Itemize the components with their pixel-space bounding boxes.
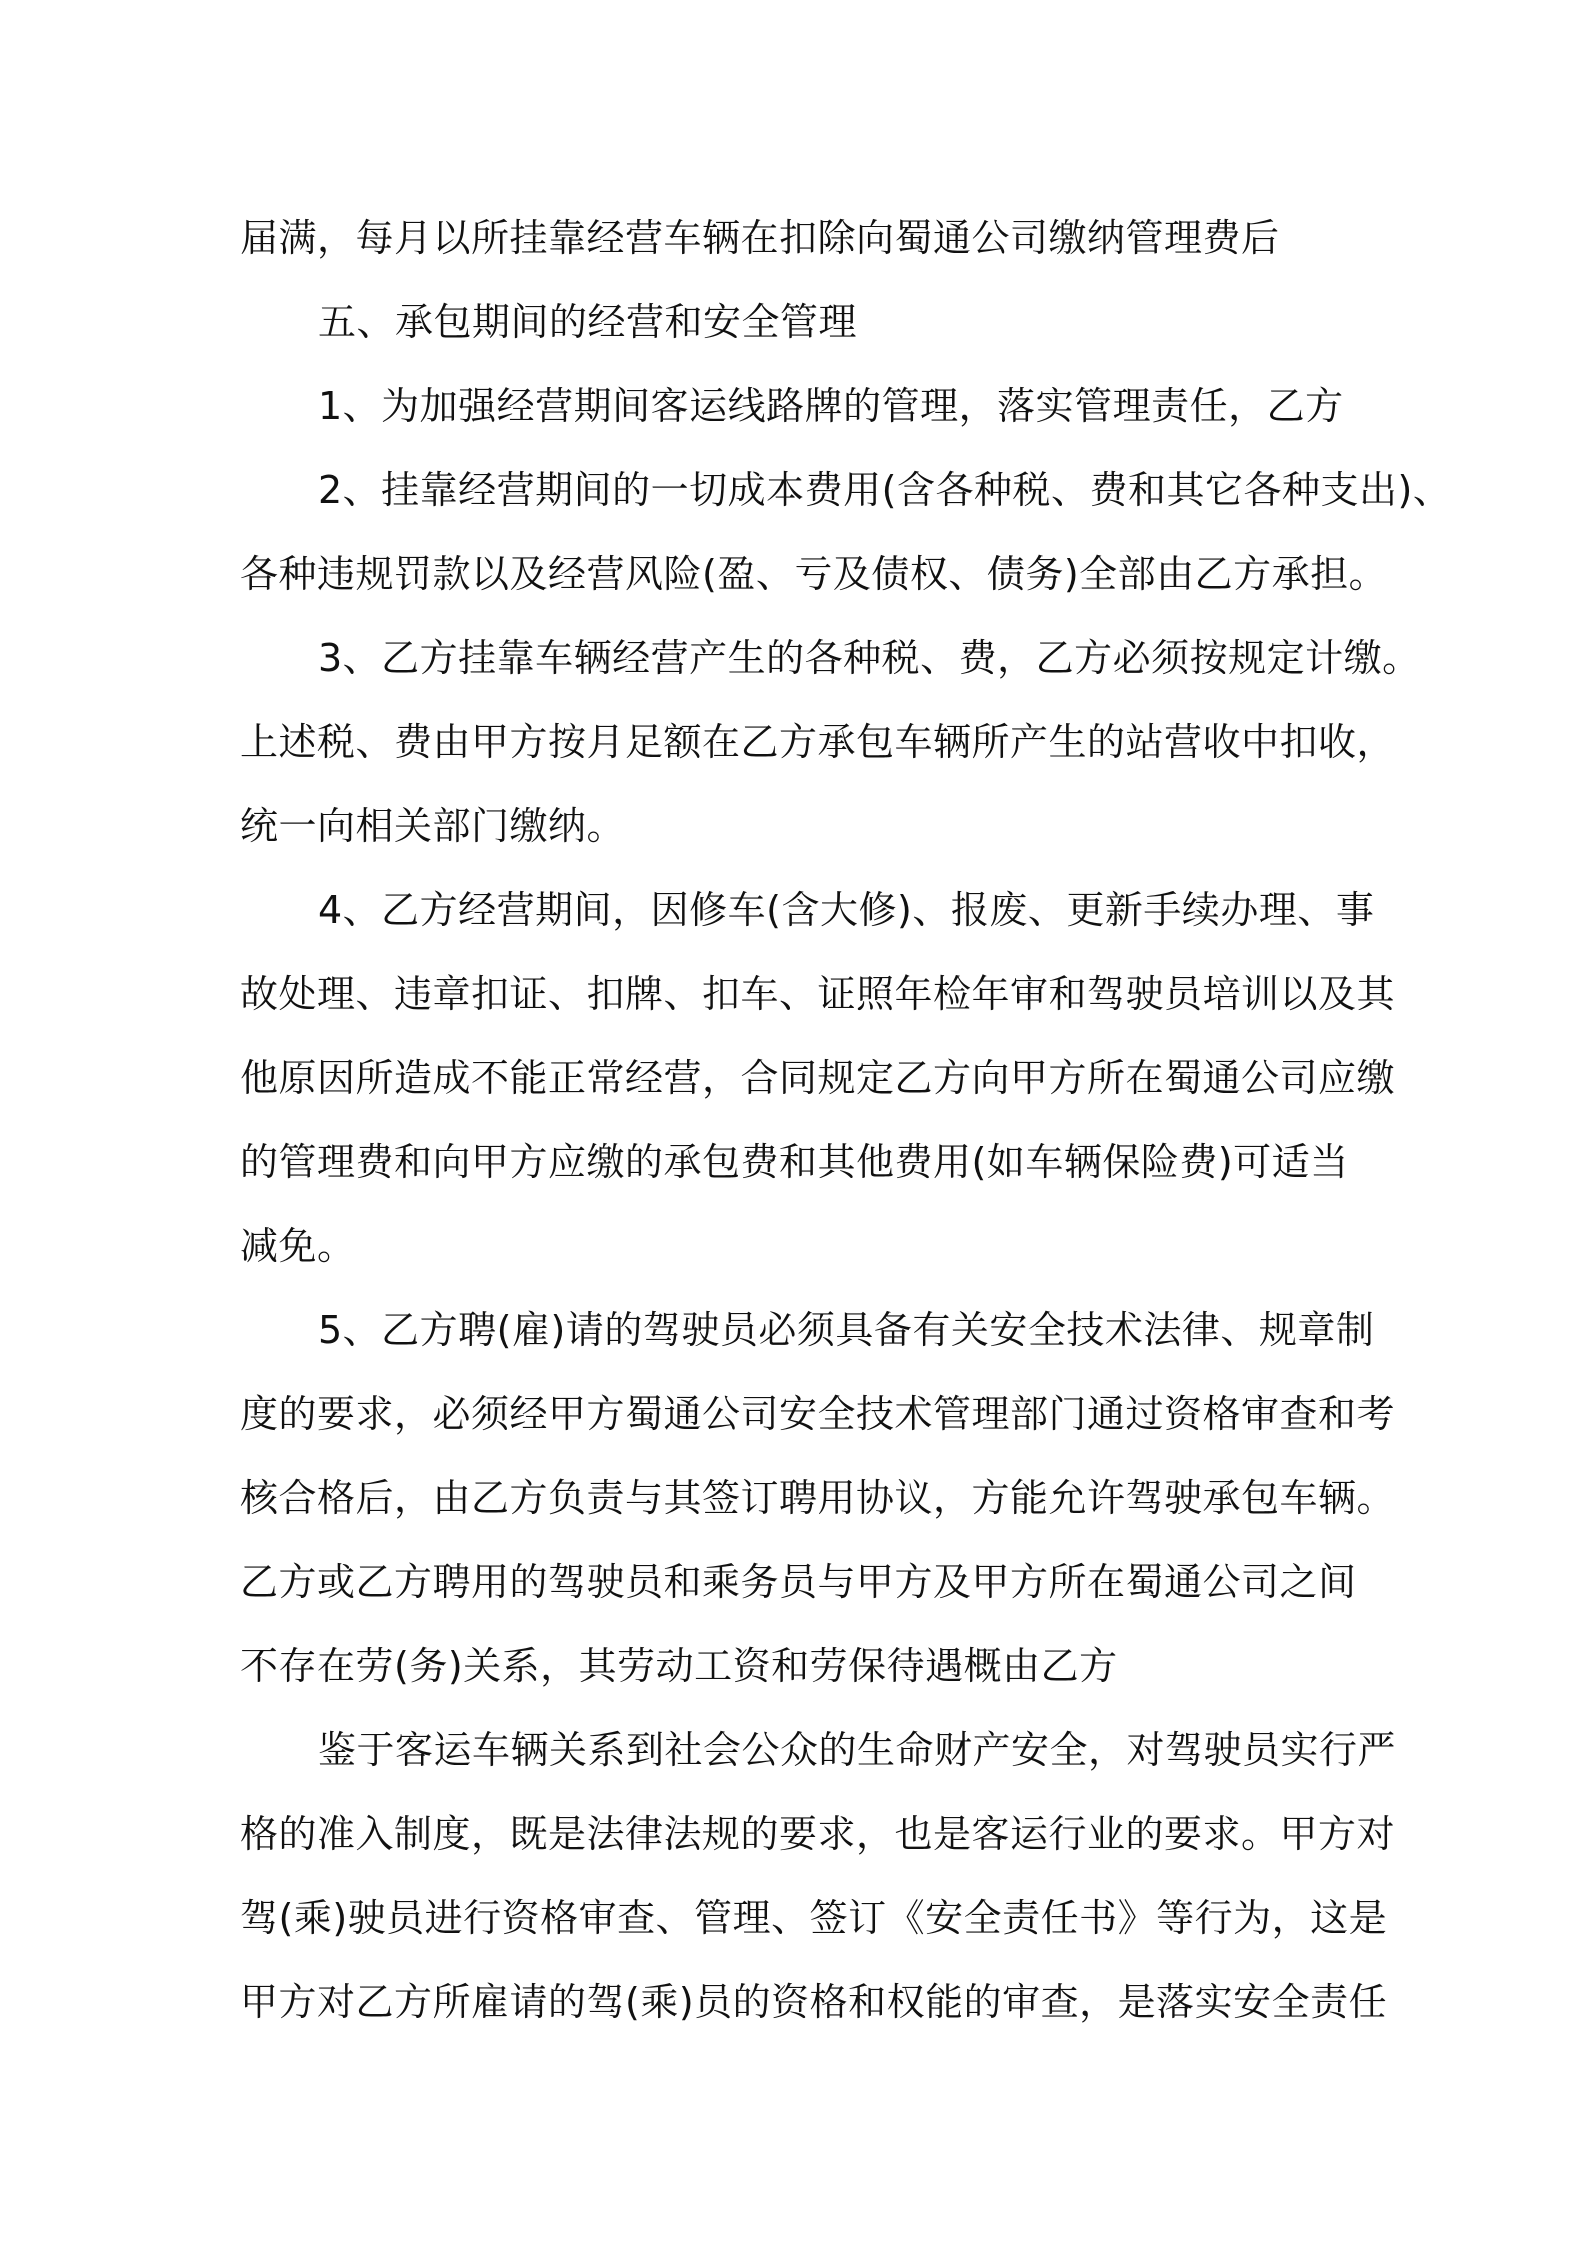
text-line: 统一向相关部门缴纳。 xyxy=(240,804,626,848)
text-line: 驾(乘)驶员进行资格审查、管理、签订《安全责任书》等行为，这是 xyxy=(240,1896,1388,1940)
section-heading: 五、承包期间的经营和安全管理 xyxy=(318,300,858,344)
text-line: 格的准入制度，既是法律法规的要求，也是客运行业的要求。甲方对 xyxy=(240,1812,1396,1856)
text-line: 届满，每月以所挂靠经营车辆在扣除向蜀通公司缴纳管理费后 xyxy=(240,216,1280,260)
text-line: 1、为加强经营期间客运线路牌的管理，落实管理责任，乙方 xyxy=(318,384,1344,428)
text-line: 的管理费和向甲方应缴的承包费和其他费用(如车辆保险费)可适当 xyxy=(240,1140,1349,1184)
text-line: 3、乙方挂靠车辆经营产生的各种税、费，乙方必须按规定计缴。 xyxy=(318,636,1421,680)
text-line: 乙方或乙方聘用的驾驶员和乘务员与甲方及甲方所在蜀通公司之间 xyxy=(240,1560,1357,1604)
text-line: 4、乙方经营期间，因修车(含大修)、报废、更新手续办理、事 xyxy=(318,888,1375,932)
text-line: 核合格后，由乙方负责与其签订聘用协议，方能允许驾驶承包车辆。 xyxy=(240,1476,1396,1520)
text-line: 5、乙方聘(雇)请的驾驶员必须具备有关安全技术法律、规章制 xyxy=(318,1308,1375,1352)
text-line: 各种违规罚款以及经营风险(盈、亏及债权、债务)全部由乙方承担。 xyxy=(240,552,1388,596)
text-line: 他原因所造成不能正常经营，合同规定乙方向甲方所在蜀通公司应缴 xyxy=(240,1056,1396,1100)
text-line: 不存在劳(务)关系，其劳动工资和劳保待遇概由乙方 xyxy=(240,1644,1118,1688)
text-line: 度的要求，必须经甲方蜀通公司安全技术管理部门通过资格审查和考 xyxy=(240,1392,1396,1436)
text-line: 减免。 xyxy=(240,1224,356,1268)
text-line: 鉴于客运车辆关系到社会公众的生命财产安全，对驾驶员实行严 xyxy=(318,1728,1397,1772)
text-line: 故处理、违章扣证、扣牌、扣车、证照年检年审和驾驶员培训以及其 xyxy=(240,972,1396,1016)
document-body xyxy=(240,196,1452,2044)
text-line: 上述税、费由甲方按月足额在乙方承包车辆所产生的站营收中扣收， xyxy=(240,720,1396,764)
text-line: 2、挂靠经营期间的一切成本费用(含各种税、费和其它各种支出)、 xyxy=(318,468,1452,512)
text-line: 甲方对乙方所雇请的驾(乘)员的资格和权能的审查，是落实安全责任 xyxy=(240,1980,1388,2024)
